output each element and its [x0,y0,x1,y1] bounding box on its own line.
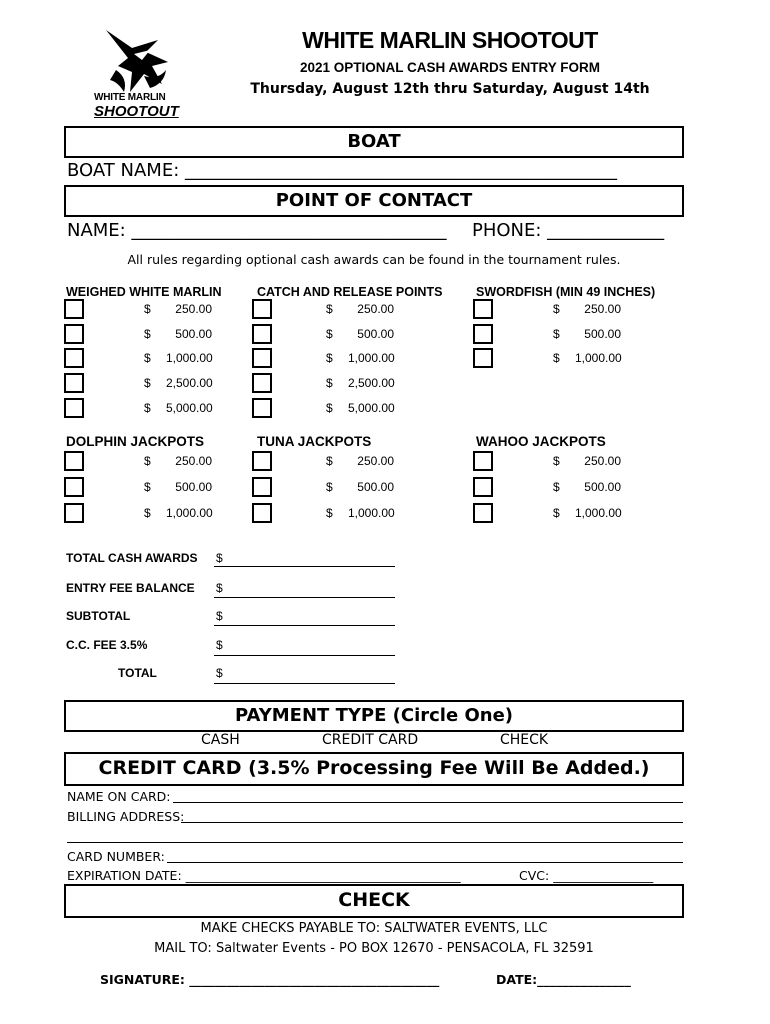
total-cash-awards-field[interactable] [214,566,395,567]
expiration-date-field[interactable]: EXPIRATION DATE: ____________________________________________ [67,868,461,883]
card-number-field[interactable] [167,862,683,863]
swordfish-1000-checkbox[interactable] [473,348,493,368]
dolphin-500-amount: $ 500.00 [144,480,212,494]
dolphin-500-checkbox[interactable] [64,477,84,497]
tuna-250-amount: $ 250.00 [326,454,394,468]
white-marlin-250-amount: $ 250.00 [144,302,212,316]
white-marlin-500-amount: $ 500.00 [144,327,212,341]
card-number-label: CARD NUMBER: [67,849,165,864]
name-on-card-field[interactable] [173,802,683,803]
catch-release-2500-amount: $ 2,500.00 [326,376,395,390]
boat-name-field[interactable]: BOAT NAME: ________________________________________________ [67,160,617,181]
catch-release-heading: CATCH AND RELEASE POINTS [257,285,443,299]
total-cash-awards-currency: $ [216,551,223,565]
catch-release-250-checkbox[interactable] [252,299,272,319]
white-marlin-2500-amount: $ 2,500.00 [144,376,213,390]
payment-option-cash[interactable]: CASH [201,732,240,748]
billing-address-line2-field[interactable] [67,842,683,843]
swordfish-500-checkbox[interactable] [473,324,493,344]
credit-card-heading: CREDIT CARD (3.5% Processing Fee Will Be Added.) [64,752,684,786]
white-marlin-250-checkbox[interactable] [64,299,84,319]
logo-text-line1: WHITE MARLIN [94,92,166,103]
catch-release-5000-amount: $ 5,000.00 [326,401,395,415]
wahoo-500-checkbox[interactable] [473,477,493,497]
wahoo-1000-amount: $ 1,000.00 [553,506,622,520]
catch-release-5000-checkbox[interactable] [252,398,272,418]
dolphin-250-checkbox[interactable] [64,451,84,471]
dolphin-heading: DOLPHIN JACKPOTS [66,434,205,449]
tuna-heading: TUNA JACKPOTS [257,434,372,449]
dolphin-1000-checkbox[interactable] [64,503,84,523]
white-marlin-2500-checkbox[interactable] [64,373,84,393]
date-field[interactable]: DATE:_______________ [496,972,631,987]
boat-section-heading: BOAT [64,126,684,158]
tuna-500-checkbox[interactable] [252,477,272,497]
logo-text-line2: SHOOTOUT [94,103,179,120]
tournament-dates: Thursday, August 12th thru Saturday, August 14th [250,81,650,97]
swordfish-250-amount: $ 250.00 [553,302,621,316]
entry-fee-balance-field[interactable] [214,597,395,598]
rules-note: All rules regarding optional cash awards can be found in the tournament rules. [127,252,621,267]
catch-release-250-amount: $ 250.00 [326,302,394,316]
name-on-card-label: NAME ON CARD: [67,789,171,804]
contact-section-heading: POINT OF CONTACT [64,185,684,217]
swordfish-heading: SWORDFISH (MIN 49 INCHES) [476,285,656,299]
white-marlin-1000-checkbox[interactable] [64,348,84,368]
swordfish-250-checkbox[interactable] [473,299,493,319]
tuna-500-amount: $ 500.00 [326,480,394,494]
entry-fee-balance-label: ENTRY FEE BALANCE [66,581,195,595]
form-subtitle: 2021 OPTIONAL CASH AWARDS ENTRY FORM [299,60,601,75]
wahoo-250-checkbox[interactable] [473,451,493,471]
subtotal-label: SUBTOTAL [66,609,131,623]
tuna-1000-amount: $ 1,000.00 [326,506,395,520]
swordfish-500-amount: $ 500.00 [553,327,621,341]
total-cash-awards-label: TOTAL CASH AWARDS [66,551,198,565]
entry-fee-balance-currency: $ [216,581,223,595]
white-marlin-heading: WEIGHED WHITE MARLIN [66,285,222,299]
catch-release-2500-checkbox[interactable] [252,373,272,393]
catch-release-1000-amount: $ 1,000.00 [326,351,395,365]
wahoo-heading: WAHOO JACKPOTS [476,434,606,449]
white-marlin-5000-checkbox[interactable] [64,398,84,418]
payment-type-heading: PAYMENT TYPE (Circle One) [64,700,684,732]
subtotal-currency: $ [216,609,223,623]
cc-fee-field[interactable] [214,655,395,656]
mail-to-address: MAIL TO: Saltwater Events - PO BOX 12670 - PENSACOLA, FL 32591 [154,941,594,956]
wahoo-1000-checkbox[interactable] [473,503,493,523]
dolphin-1000-amount: $ 1,000.00 [144,506,213,520]
catch-release-1000-checkbox[interactable] [252,348,272,368]
contact-name-field[interactable]: NAME: ___________________________________ [67,220,447,241]
payment-option-credit-card[interactable]: CREDIT CARD [322,732,419,748]
white-marlin-5000-amount: $ 5,000.00 [144,401,213,415]
white-marlin-shootout-logo [88,26,188,124]
payment-option-check[interactable]: CHECK [500,732,549,748]
total-field[interactable] [214,683,395,684]
wahoo-250-amount: $ 250.00 [553,454,621,468]
swordfish-1000-amount: $ 1,000.00 [553,351,622,365]
billing-address-field[interactable] [181,822,683,823]
subtotal-field[interactable] [214,625,395,626]
total-label: TOTAL [118,666,157,680]
wahoo-500-amount: $ 500.00 [553,480,621,494]
check-heading: CHECK [64,884,684,918]
cc-fee-currency: $ [216,638,223,652]
total-currency: $ [216,666,223,680]
signature-field[interactable]: SIGNATURE: ________________________________________ [100,972,440,987]
cc-fee-label: C.C. FEE 3.5% [66,638,148,652]
tuna-1000-checkbox[interactable] [252,503,272,523]
white-marlin-1000-amount: $ 1,000.00 [144,351,213,365]
billing-address-label: BILLING ADDRESS: [67,809,185,824]
white-marlin-500-checkbox[interactable] [64,324,84,344]
cvc-field[interactable]: CVC: ________________ [519,868,654,883]
checks-payable-to: MAKE CHECKS PAYABLE TO: SALTWATER EVENTS, LLC [200,921,548,936]
catch-release-500-checkbox[interactable] [252,324,272,344]
catch-release-500-amount: $ 500.00 [326,327,394,341]
tuna-250-checkbox[interactable] [252,451,272,471]
dolphin-250-amount: $ 250.00 [144,454,212,468]
page-title: WHITE MARLIN SHOOTOUT [302,27,598,53]
contact-phone-field[interactable]: PHONE: _____________ [472,220,665,241]
